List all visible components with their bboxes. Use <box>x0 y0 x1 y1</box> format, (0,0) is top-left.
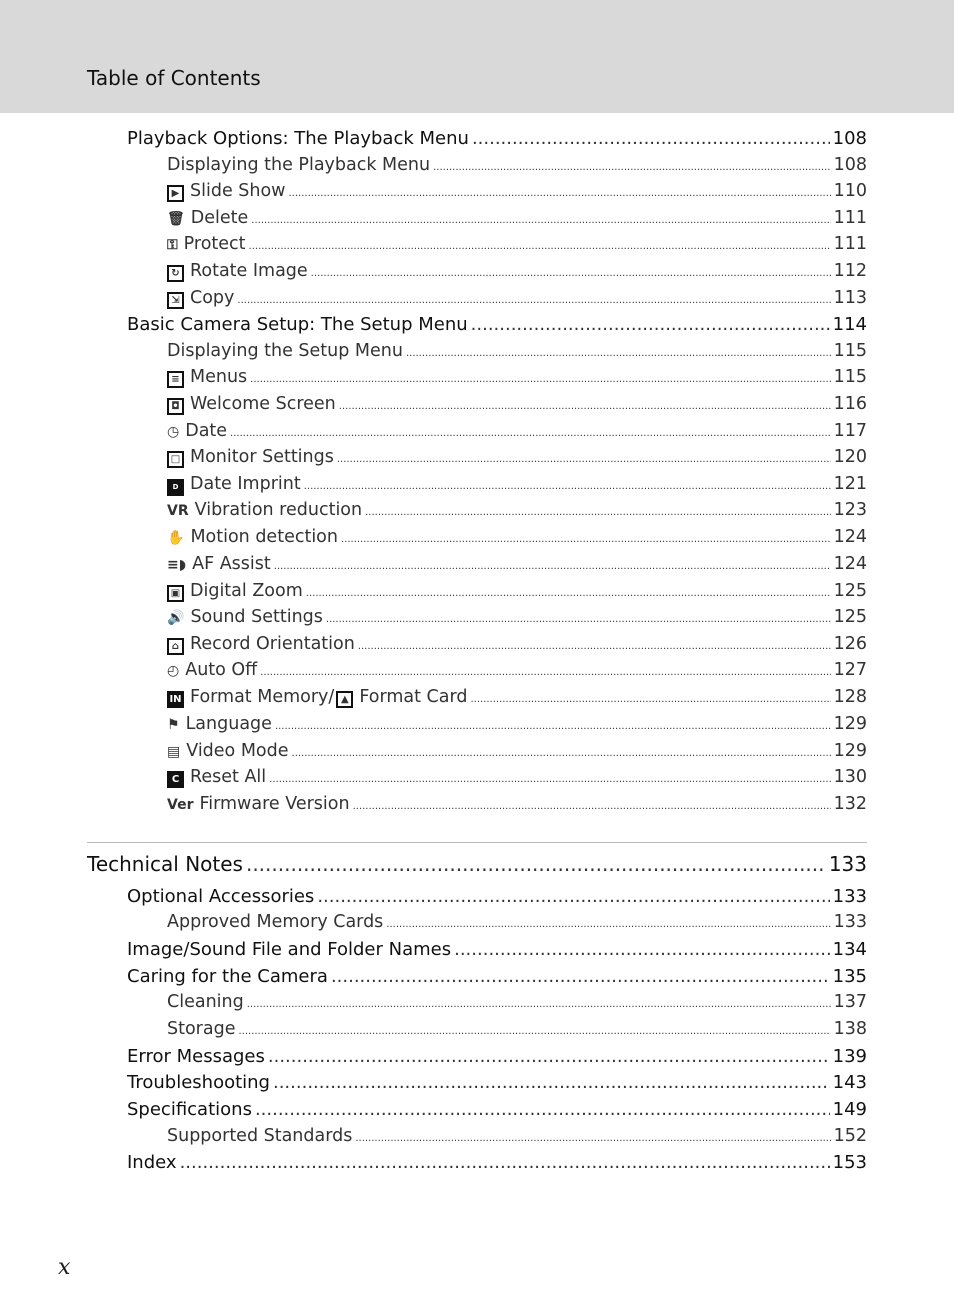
toc-entry-label: Storage <box>167 1019 236 1039</box>
video-icon: ▤ <box>167 744 181 760</box>
toc-entry-label: Cleaning <box>167 992 244 1012</box>
toc-entry-page: 143 <box>832 1072 867 1093</box>
toc-entry-page: 135 <box>832 966 867 987</box>
toc-entry-page: 115 <box>833 341 867 361</box>
toc-entry[interactable] <box>127 1101 867 1119</box>
page-number: x <box>58 1255 71 1280</box>
leader-dots <box>358 642 831 652</box>
menu-icon: ≡ <box>167 371 184 388</box>
leader-dots <box>365 508 830 518</box>
motion-icon: ✋ <box>167 530 185 546</box>
toc-entry-label: Error Messages <box>127 1046 265 1067</box>
toc-entry-label: Digital Zoom <box>190 581 303 601</box>
leader-dots <box>337 455 831 465</box>
toc-entry[interactable] <box>127 888 867 906</box>
leader-dots <box>331 968 830 986</box>
leader-dots <box>292 749 831 759</box>
toc-entry-page: 123 <box>833 500 867 520</box>
toc-entry-label: Playback Options: The Playback Menu <box>127 128 469 149</box>
page-header <box>0 0 954 113</box>
leader-dots <box>251 216 830 226</box>
toc-entry-page: 152 <box>833 1126 867 1146</box>
toc-entry[interactable] <box>167 369 867 388</box>
toc-entry[interactable] <box>167 636 867 655</box>
leader-dots <box>230 429 831 439</box>
toc-entry[interactable] <box>167 1128 867 1146</box>
toc-entry-label: Language <box>185 714 272 734</box>
toc-entry[interactable] <box>167 157 867 175</box>
toc-entry-page: 133 <box>828 852 867 876</box>
date-imprint-icon: D <box>167 479 184 496</box>
firmware-icon: Ver <box>167 797 194 813</box>
toc-entry-label: Delete <box>190 208 249 228</box>
leader-dots <box>249 242 831 252</box>
leader-dots <box>255 1101 830 1119</box>
toc-entry-page: 124 <box>833 554 867 574</box>
toc-entry[interactable] <box>127 1154 867 1172</box>
key-icon: ⚿ <box>167 237 178 253</box>
toc-entry[interactable] <box>127 1048 867 1066</box>
toc-entry[interactable] <box>167 716 867 734</box>
toc-entry-page: 153 <box>832 1152 867 1173</box>
leader-dots <box>246 854 826 874</box>
toc-entry-page: 117 <box>833 421 867 441</box>
af-assist-icon: ≡◗ <box>167 557 187 573</box>
toc-entry[interactable] <box>167 662 867 680</box>
leader-dots <box>180 1154 830 1172</box>
toc-entry-label: Auto Off <box>185 660 258 680</box>
toc-entry[interactable] <box>167 423 867 441</box>
toc-entry[interactable] <box>167 994 867 1012</box>
toc-entry-label: Basic Camera Setup: The Setup Menu <box>127 314 468 335</box>
toc-entry-label: AF Assist <box>192 554 271 574</box>
leader-dots <box>273 1074 830 1092</box>
toc-entry-label: Date Imprint <box>190 474 301 494</box>
toc-entry-page: 108 <box>832 128 867 149</box>
toc-entry[interactable] <box>167 609 867 627</box>
toc-entry[interactable] <box>167 529 867 547</box>
leader-dots <box>326 615 831 625</box>
leader-dots <box>406 349 831 359</box>
clock-icon: ◷ <box>167 424 180 440</box>
leader-dots <box>386 920 830 930</box>
memory-icon: IN <box>167 691 184 708</box>
leader-dots <box>454 941 830 959</box>
toc-entry-page: 138 <box>833 1019 867 1039</box>
toc-entry-page: 110 <box>833 181 867 201</box>
toc-entry-page: 113 <box>833 288 867 308</box>
leader-dots <box>433 163 830 173</box>
toc-entry[interactable] <box>167 743 867 761</box>
toc-entry[interactable] <box>167 502 867 520</box>
leader-dots <box>311 269 831 279</box>
toc-entry-playback[interactable] <box>127 130 867 148</box>
toc-entry[interactable] <box>127 968 867 986</box>
toc-entry-page: 115 <box>833 367 867 387</box>
toc-entry[interactable] <box>167 689 867 708</box>
orientation-icon: ⌂ <box>167 638 184 655</box>
toc-entry-page: 132 <box>833 794 867 814</box>
card-icon: ▲ <box>336 691 353 708</box>
toc-entry-page: 129 <box>833 741 867 761</box>
auto-off-icon: ◴ <box>167 663 180 679</box>
leader-dots <box>470 695 830 705</box>
toc-entry-technical-notes[interactable] <box>87 854 867 874</box>
speaker-icon: 🔊 <box>167 610 185 626</box>
toc-entry-label: Motion detection <box>190 527 338 547</box>
toc-entry-page: 124 <box>833 527 867 547</box>
leader-dots <box>260 668 830 678</box>
language-icon: ⚑ <box>167 717 180 733</box>
leader-dots <box>268 1048 830 1066</box>
leader-dots <box>355 1134 830 1144</box>
leader-dots <box>269 775 830 785</box>
toc-entry[interactable] <box>127 1074 867 1092</box>
leader-dots <box>247 1000 831 1010</box>
toc-entry-label: Supported Standards <box>167 1126 353 1146</box>
toc-entry-label: Index <box>127 1152 177 1173</box>
toc-entry-page: 114 <box>832 314 867 335</box>
rotate-icon: ↻ <box>167 265 184 282</box>
toc-entry-page: 125 <box>833 581 867 601</box>
toc-entry-label: Specifications <box>127 1099 252 1120</box>
trash-icon: 🗑 <box>167 211 185 227</box>
toc-entry-label: Vibration reduction <box>194 500 363 520</box>
leader-dots <box>274 562 831 572</box>
leader-dots <box>289 189 831 199</box>
toc-entry-label: Reset All <box>190 767 267 787</box>
toc-entry-label: Monitor Settings <box>190 447 334 467</box>
toc-entry-label: Slide Show <box>190 181 286 201</box>
toc-entry-page: 108 <box>833 155 867 175</box>
toc-entry-label: Caring for the Camera <box>127 966 328 987</box>
toc-entry-label: Format Memory/ <box>190 687 335 707</box>
toc-entry[interactable] <box>167 914 867 932</box>
toc-entry-label: Troubleshooting <box>127 1072 270 1093</box>
toc-entry[interactable] <box>167 449 867 468</box>
toc-entry[interactable] <box>167 263 867 282</box>
toc-entry-page: 127 <box>833 660 867 680</box>
toc-entry[interactable] <box>167 583 867 602</box>
toc-entry-label: Sound Settings <box>190 607 323 627</box>
toc-entry-label: Protect <box>183 234 246 254</box>
toc-entry-label: Image/Sound File and Folder Names <box>127 939 452 960</box>
toc-entry-page: 149 <box>832 1099 867 1120</box>
toc-entry-label: Displaying the Setup Menu <box>167 341 403 361</box>
toc-entry-page: 111 <box>833 208 867 228</box>
toc-entry[interactable] <box>167 236 867 254</box>
leader-dots <box>237 296 830 306</box>
leader-dots <box>472 130 830 148</box>
toc-entry-label: Rotate Image <box>190 261 308 281</box>
toc-entry-label: Optional Accessories <box>127 886 315 907</box>
toc-entry-setup[interactable] <box>127 316 867 334</box>
toc-entry[interactable] <box>167 769 867 788</box>
leader-dots <box>306 589 831 599</box>
toc-entry-label: Date <box>185 421 228 441</box>
vr-icon: VR <box>167 503 189 519</box>
toc-entry-page: 116 <box>833 394 867 414</box>
toc-entry-page: 120 <box>833 447 867 467</box>
monitor-icon: □ <box>167 451 184 468</box>
leader-dots <box>339 402 831 412</box>
toc-entry[interactable] <box>167 396 867 415</box>
leader-dots <box>250 375 830 385</box>
reset-icon: C <box>167 771 184 788</box>
toc-entry-page: 129 <box>833 714 867 734</box>
toc-entry[interactable] <box>167 1021 867 1039</box>
toc-entry-label: Firmware Version <box>199 794 350 814</box>
toc-entry[interactable] <box>167 476 867 496</box>
toc-entry-label: Format Card <box>359 687 468 707</box>
copy-icon: ⇲ <box>167 292 184 309</box>
toc-entry-page: 112 <box>833 261 867 281</box>
leader-dots <box>353 802 831 812</box>
toc-entry-label: Technical Notes <box>87 852 243 876</box>
leader-dots <box>275 722 831 732</box>
toc-entry[interactable] <box>167 290 867 309</box>
toc-entry[interactable] <box>167 556 867 574</box>
toc-entry[interactable] <box>167 796 867 814</box>
leader-dots <box>238 1027 830 1037</box>
welcome-icon: ◘ <box>167 398 184 415</box>
toc-entry-label: Menus <box>190 367 248 387</box>
zoom-icon: ▣ <box>167 585 184 602</box>
toc-entry[interactable] <box>127 941 867 959</box>
toc-entry-page: 134 <box>832 939 867 960</box>
toc-entry-page: 126 <box>833 634 867 654</box>
toc-entry-page: 139 <box>832 1046 867 1067</box>
toc-entry-label: Displaying the Playback Menu <box>167 155 431 175</box>
toc-entry-page: 133 <box>832 886 867 907</box>
toc-entry-page: 133 <box>833 912 867 932</box>
section-divider <box>87 842 867 843</box>
toc-entry-page: 111 <box>833 234 867 254</box>
toc-entry[interactable] <box>167 343 867 361</box>
leader-dots <box>304 482 831 492</box>
leader-dots <box>471 316 830 334</box>
leader-dots <box>341 535 831 545</box>
toc-entry[interactable] <box>167 210 867 228</box>
toc-entry-page: 125 <box>833 607 867 627</box>
toc-entry[interactable] <box>167 183 867 202</box>
toc-entry-label: Welcome Screen <box>190 394 336 414</box>
toc-entry-page: 121 <box>833 474 867 494</box>
slideshow-icon: ▶ <box>167 185 184 202</box>
page-title: Table of Contents <box>87 66 261 90</box>
toc-entry-label: Video Mode <box>186 741 289 761</box>
toc-entry-label: Copy <box>190 288 235 308</box>
toc-entry-page: 137 <box>833 992 867 1012</box>
toc-entry-label: Approved Memory Cards <box>167 912 384 932</box>
leader-dots <box>317 888 829 906</box>
toc-entry-page: 130 <box>833 767 867 787</box>
toc-entry-label: Record Orientation <box>190 634 355 654</box>
toc-entry-page: 128 <box>833 687 867 707</box>
